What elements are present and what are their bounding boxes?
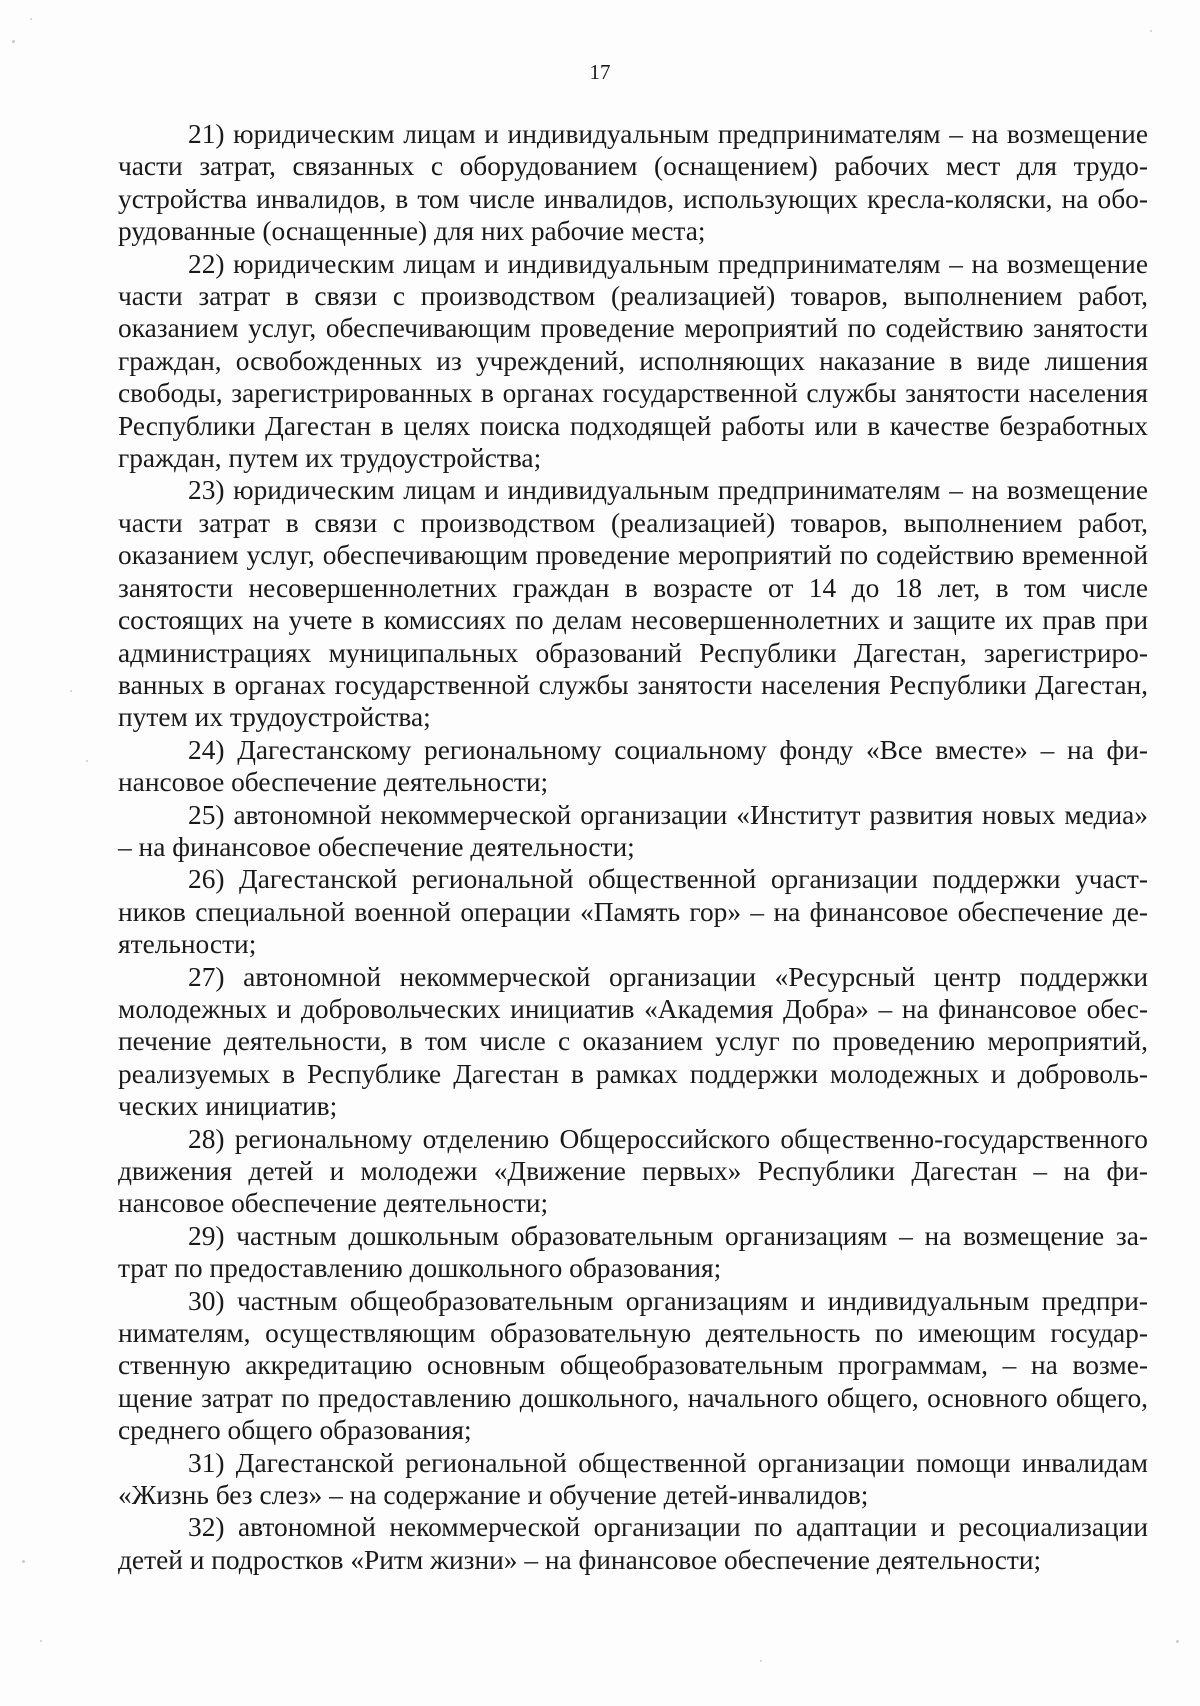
- scan-speckle: [86, 760, 88, 762]
- scan-speckle: [30, 18, 32, 20]
- clause-24: 24) Дагестанскому региональному социальному фонду «Все вместе» – на финансовое обеспечение деятельности;: [118, 734, 1148, 798]
- page-number: 17: [589, 60, 611, 84]
- clause-list: [118, 118, 1148, 1576]
- clause-28: 28) региональному отделению Общероссийского общественно-государственного движения детей и молодежи «Движение первых» Республики Дагестан – на финансовое обеспечение деятельности;: [118, 1123, 1148, 1219]
- scan-speckle: [40, 1640, 42, 1642]
- clause-23: 23) юридическим лицам и индивидуальным предпринимателям – на возмещение части затрат в связи с производством (реализацией) товаров, выполнением работ, оказанием услуг, обеспечивающим проведение мероприятий по содействию временной занятости несовершеннолетних граждан в возрасте от 14 до 18 лет, в том числе состоящих на учете в комиссиях по делам несовершеннолетних и защите их прав при администрациях муниципальных образований Республики Дагестан, зарегистрированных в органах государственной службы занятости населения Республики Дагестан, путем их трудоустройства;: [118, 475, 1148, 733]
- scan-speckle: [22, 1560, 25, 1563]
- clause-25: 25) автономной некоммерческой организации «Институт развития новых медиа» – на финансовое обеспечение деятельности;: [118, 799, 1148, 862]
- clause-21: 21) юридическим лицам и индивидуальным предпринимателям – на возмещение части затрат, связанных с оборудованием (оснащением) рабочих мест для трудоустройства инвалидов, в том числе инвалидов, использующих кресла-коляски, на оборудованные (оснащенные) для них рабочие места;: [118, 119, 1148, 247]
- scan-speckle: [12, 40, 15, 43]
- clause-29: 29) частным дошкольным образовательным организациям – на возмещение затрат по предоставлению дошкольного образования;: [118, 1220, 1148, 1284]
- clause-26: 26) Дагестанской региональной общественной организации поддержки участников специальной военной операции «Память гор» – на финансовое обеспечение деятельности;: [118, 864, 1148, 960]
- scan-speckle: [760, 1660, 762, 1662]
- scan-speckle: [1176, 1640, 1179, 1643]
- clause-22: 22) юридическим лицам и индивидуальным предпринимателям – на возмещение части затрат в связи с производством (реализацией) товаров, выполнением работ, оказанием услуг, обеспечивающим проведение мероприятий по содействию занятости граждан, освобожденных из учреждений, исполняющих наказание в виде лишения свободы, зарегистрированных в органах государственной службы занятости населения Республики Дагестан в целях поиска подходящей работы или в качестве безработных граждан, путем их трудоустройства;: [118, 248, 1148, 474]
- scan-speckle: [1150, 30, 1152, 32]
- clause-31: 31) Дагестанской региональной общественной организации помощи инвалидам «Жизнь без слез» – на содержание и обучение детей-инвалидов;: [118, 1447, 1148, 1511]
- clause-27: 27) автономной некоммерческой организации «Ресурсный центр поддержки молодежных и добровольческих инициатив «Академия Добра» – на финансовое обеспечение деятельности, в том числе с оказанием услуг по проведению мероприятий, реализуемых в Республике Дагестан в рамках поддержки молодежных и добровольческих инициатив;: [118, 961, 1148, 1122]
- scan-speckle: [70, 690, 72, 692]
- clause-30: 30) частным общеобразовательным организациям и индивидуальным предпринимателям, осуществляющим образовательную деятельность по имеющим государственную аккредитацию основным общеобразовательным программам, – на возмещение затрат по предоставлению дошкольного, начального общего, основного общего, среднего общего образования;: [118, 1285, 1148, 1446]
- clause-32: 32) автономной некоммерческой организации по адаптации и ресоциализации детей и подростков «Ритм жизни» – на финансовое обеспечение деятельности;: [118, 1512, 1148, 1575]
